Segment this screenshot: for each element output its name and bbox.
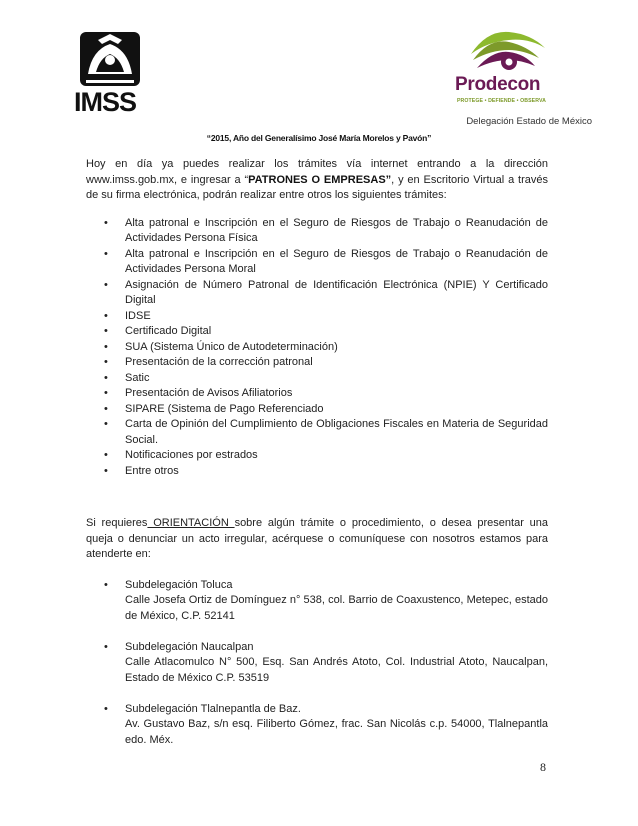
orientacion-underlined: ORIENTACIÓN bbox=[147, 517, 235, 529]
office-item bbox=[86, 578, 548, 625]
bullet-glyph: • bbox=[104, 449, 108, 461]
list-item-text: Entre otros bbox=[125, 464, 179, 477]
bullet-glyph: • bbox=[104, 340, 108, 353]
list-item bbox=[86, 386, 548, 402]
list-item-text: Asignación de Número Patronal de Identificación Electrónica (NPIE) Y Certificado Digital bbox=[125, 278, 548, 306]
bullet-glyph: • bbox=[104, 464, 108, 477]
list-item-text: Satic bbox=[125, 371, 150, 384]
list-item bbox=[86, 216, 548, 247]
spacer bbox=[86, 479, 548, 516]
list-item bbox=[86, 247, 548, 278]
list-item bbox=[86, 402, 548, 418]
list-item bbox=[86, 371, 548, 387]
bullet-glyph: • bbox=[104, 309, 108, 322]
prodecon-eye-icon bbox=[469, 28, 547, 78]
imss-emblem-icon bbox=[78, 30, 142, 88]
list-item-text: Notificaciones por estrados bbox=[125, 449, 258, 461]
intro-text-before: Hoy en día ya puedes realizar los trámites vía internet entrando a la dirección www.imss.gob.mx, e ingresar a “ bbox=[86, 158, 548, 186]
bullet-glyph: • bbox=[104, 387, 108, 399]
list-item-text: Presentación de Avisos Afiliatorios bbox=[125, 387, 293, 399]
bullet-glyph: • bbox=[104, 356, 108, 368]
office-name: Subdelegación Naucalpan bbox=[125, 640, 254, 653]
offices-list bbox=[86, 578, 548, 749]
list-item-text: Certificado Digital bbox=[125, 325, 212, 337]
imss-logo-text: IMSS bbox=[74, 87, 137, 117]
imss-logo bbox=[70, 30, 150, 116]
office-item bbox=[86, 702, 548, 749]
year-title: “2015, Año del Generalísimo José María Morelos y Pavón” bbox=[206, 133, 432, 143]
list-item bbox=[86, 309, 548, 325]
bullet-glyph: • bbox=[104, 418, 108, 430]
bullet-glyph: • bbox=[104, 216, 108, 229]
orientacion-text-after: sobre algún trámite o procedimiento, o desea presentar una queja o denunciar un acto irregular, acérquese o comuníquese con nosotros estamos para atenderte en: bbox=[86, 517, 548, 560]
bullet-glyph: • bbox=[104, 371, 108, 384]
office-name: Subdelegación Toluca bbox=[125, 578, 233, 591]
office-address: Calle Atlacomulco N° 500, Esq. San Andrés Atoto, Col. Industrial Atoto, Naucalpan, Estado de México C.P. 53519 bbox=[125, 656, 548, 684]
list-item-text: Presentación de la corrección patronal bbox=[125, 356, 313, 368]
list-item bbox=[86, 355, 548, 371]
intro-highlight: PATRONES O EMPRESAS” bbox=[248, 173, 392, 186]
document-body bbox=[86, 157, 548, 764]
intro-paragraph bbox=[86, 157, 548, 204]
office-address: Calle Josefa Ortiz de Domínguez n° 538, col. Barrio de Coaxustenco, Metepec, estado de México, C.P. 52141 bbox=[125, 594, 548, 622]
list-item bbox=[86, 324, 548, 340]
intro-text-after: , y en Escritorio Virtual a través de su firma electrónica, podrán realizar entre otros los siguientes trámites: bbox=[86, 173, 549, 201]
bullet-glyph: • bbox=[104, 640, 108, 653]
list-item-text: Alta patronal e Inscripción en el Seguro de Riesgos de Trabajo o Reanudación de Actividades Persona Moral bbox=[125, 247, 548, 275]
orientacion-text-before: Si requieres bbox=[86, 517, 148, 529]
prodecon-logo bbox=[455, 28, 555, 110]
bullet-glyph: • bbox=[104, 278, 108, 291]
prodecon-name: Prodecon bbox=[455, 74, 541, 95]
list-item-text: Carta de Opinión del Cumplimiento de Obligaciones Fiscales en Materia de Seguridad Social. bbox=[125, 418, 548, 446]
bullet-glyph: • bbox=[104, 578, 108, 591]
list-item bbox=[86, 340, 548, 356]
bullet-glyph: • bbox=[104, 702, 108, 715]
office-address: Av. Gustavo Baz, s/n esq. Filiberto Gómez, frac. San Nicolás c.p. 54000, Tlalnepantla edo. Méx. bbox=[125, 718, 548, 746]
office-name: Subdelegación Tlalnepantla de Baz. bbox=[125, 702, 301, 715]
bullet-glyph: • bbox=[104, 325, 108, 337]
list-item bbox=[86, 417, 548, 448]
list-item-text: Alta patronal e Inscripción en el Seguro de Riesgos de Trabajo o Reanudación de Actividades Persona Física bbox=[125, 216, 548, 244]
list-item-text: SUA (Sistema Único de Autodeterminación) bbox=[125, 340, 338, 353]
office-item bbox=[86, 640, 548, 687]
page-number: 8 bbox=[540, 760, 546, 774]
bullet-glyph: • bbox=[104, 402, 108, 415]
bullet-glyph: • bbox=[104, 247, 108, 260]
list-item-text: SIPARE (Sistema de Pago Referenciado bbox=[125, 402, 324, 415]
delegacion-label: Delegación Estado de México bbox=[466, 116, 592, 127]
list-item bbox=[86, 448, 548, 464]
list-item-text: IDSE bbox=[125, 309, 151, 322]
tramites-list bbox=[86, 216, 548, 480]
list-item bbox=[86, 278, 548, 309]
prodecon-tagline: PROTEGE • DEFIENDE • OBSERVA bbox=[457, 98, 546, 104]
orientacion-paragraph bbox=[86, 516, 548, 563]
list-item bbox=[86, 464, 548, 480]
